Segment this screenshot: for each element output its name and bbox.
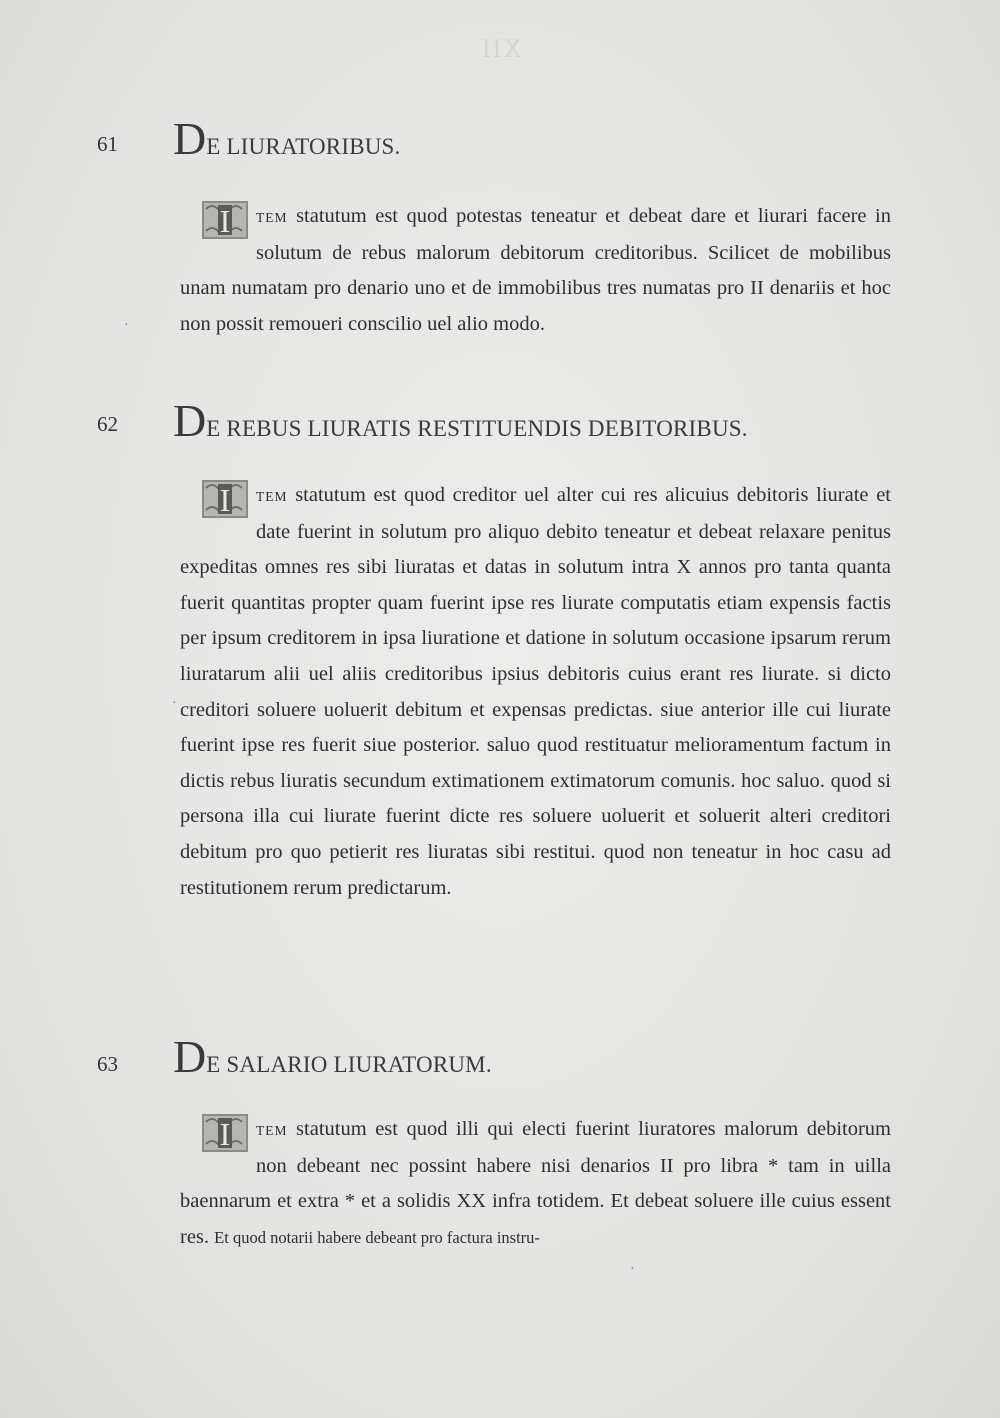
- statute-number: 63: [97, 1052, 118, 1076]
- ornate-initial-icon: [202, 480, 248, 518]
- speck-mark: ·: [172, 696, 177, 711]
- statute-paragraph: [180, 199, 891, 342]
- heading-initial: D: [173, 395, 207, 446]
- statute-heading: [173, 395, 748, 446]
- paragraph-text: statutum est quod creditor uel alter cui res alicuius debitoris liurate et date fuerint in solutum pro aliquo debito teneatur et debeat relaxare penitus expeditas omnes res sibi liuratas et datas in solutum intra X annos pro tanta quanta fuerit quantitas propter quam fuerint ipse res liurate computatis etiam expensis factis per ipsum creditorem in ipsa liuratione et datione in solutum occasione ipsarum rerum liuratarum alii uel aliis creditoribus ipsius debitoris cuius erant res liurate. si dicto creditori soluere uoluerit debitum et expensas predictas. siue anterior ille cui liurate fuerint ipse res fuerit siue posterior. saluo quod restituatur melioramentum factum in dictis rebus liuratis secundum extimationem extimatorum comunis. hoc saluo. quod si persona illa cui liurate fuerint dicte res soluere uoluerit et soluerit alteri creditori debitum pro quo petierit res liuratas sibi restitui. quod non teneatur in hoc casu ad restitutionem rerum predictarum.: [180, 484, 891, 899]
- heading-initial: D: [173, 1031, 207, 1082]
- svg-text:I: I: [219, 1116, 231, 1152]
- statute-heading: [173, 113, 401, 164]
- decorated-initial: [202, 201, 248, 239]
- decorated-initial: [202, 1114, 248, 1152]
- smallcaps-word: TEM: [256, 1123, 288, 1138]
- paragraph-text-small: Et quod notarii habere debeant pro factura instru-: [214, 1227, 540, 1247]
- svg-text:I: I: [219, 482, 231, 518]
- smallcaps-word: TEM: [256, 489, 288, 504]
- heading-text: E REBUS LIURATIS RESTITUENDIS DEBITORIBUS.: [206, 416, 748, 441]
- statute-number: 62: [97, 412, 118, 436]
- paragraph-text: statutum est quod potestas teneatur et debeat dare et liurari facere in solutum de rebus malorum debitorum creditoribus. Scilicet de mobilibus unam numatam pro denario uno et de immobilibus tres numatas pro II denariis et hoc non possit remoueri conscilio uel alio modo.: [180, 205, 891, 335]
- statute-heading: [173, 1031, 492, 1082]
- heading-initial: D: [173, 113, 207, 164]
- statute-paragraph: [180, 478, 891, 906]
- smallcaps-word: TEM: [256, 210, 288, 225]
- ornate-initial-icon: [202, 1114, 248, 1152]
- ornate-initial-icon: [202, 201, 248, 239]
- statute-paragraph: [180, 1112, 891, 1255]
- decorated-initial: [202, 480, 248, 518]
- paragraph-text: statutum est quod illi qui electi fuerint liuratores malorum debitorum non debeant nec possint habere nisi denarios II pro libra * tam in uilla baennarum et extra * et a solidis XX infra totidem. Et debeat soluere ille cuius essent res.: [180, 1118, 892, 1248]
- statute-number: 61: [97, 132, 118, 156]
- bleed-through-page-number: XII: [480, 34, 523, 63]
- svg-text:I: I: [219, 203, 231, 239]
- speck-mark: ·: [630, 1262, 635, 1277]
- speck-mark: ·: [124, 318, 129, 333]
- heading-text: E SALARIO LIURATORUM.: [206, 1052, 492, 1077]
- heading-text: E LIURATORIBUS.: [206, 134, 401, 159]
